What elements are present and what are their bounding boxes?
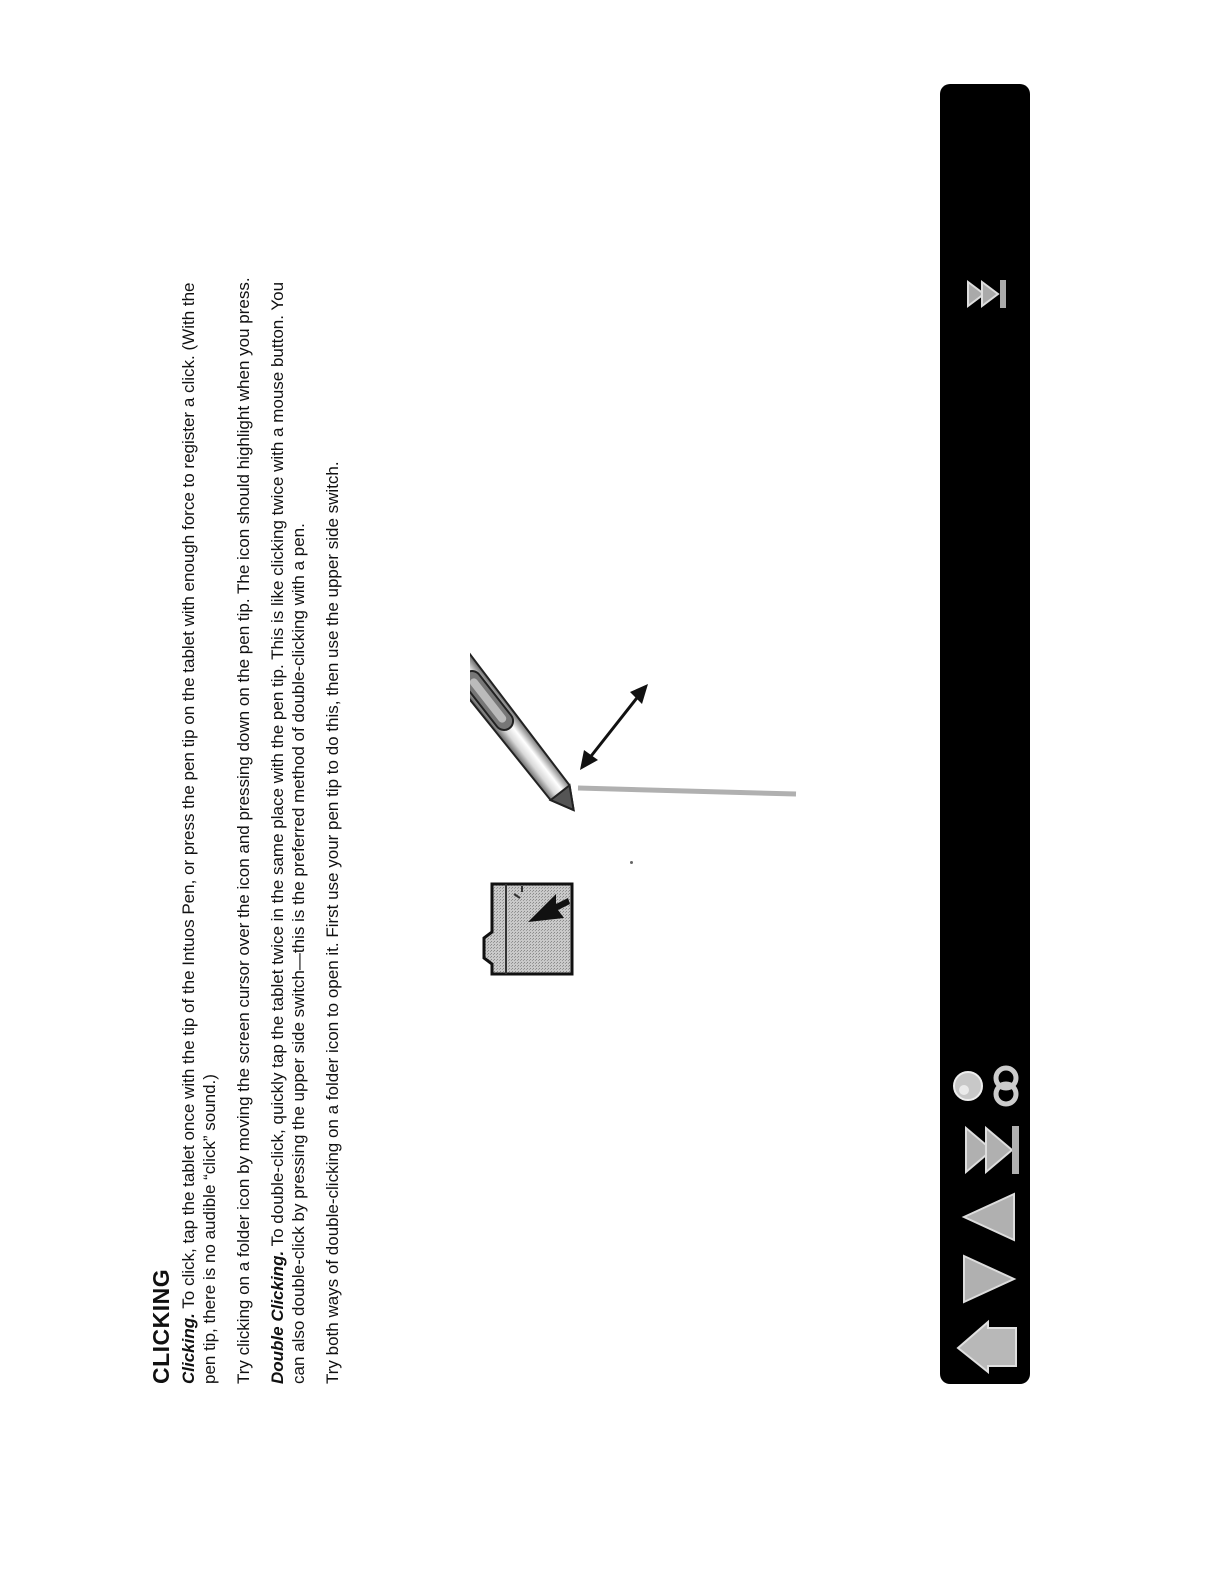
- home-icon[interactable]: [952, 1316, 1022, 1378]
- loop-icon[interactable]: [988, 1064, 1024, 1108]
- rewind-icon[interactable]: [952, 1120, 1022, 1180]
- paragraph-text: To click, tap the tablet once with the tip of the Intuos Pen, or press the pen tip on the tablet with enough force to register a click. (With the pen tip, there is no audible “click” sound.): [179, 282, 219, 1384]
- speck: [630, 861, 633, 864]
- sound-icon[interactable]: [950, 1064, 986, 1108]
- paragraph-double-clicking: [267, 274, 309, 1384]
- clicking-illustration: [470, 524, 800, 984]
- paragraph-lead: Clicking.: [179, 1313, 198, 1384]
- section-heading: CLICKING: [148, 1268, 174, 1384]
- double-arrow-icon: [580, 684, 648, 770]
- forward-arrow-icon[interactable]: [952, 1188, 1022, 1244]
- paragraph-text: Try both ways of double-clicking on a folder icon to open it. First use your pen tip to do this, then use the upper side switch.: [323, 461, 342, 1384]
- paragraph-clicking: [178, 274, 220, 1384]
- folder-icon: [484, 884, 572, 974]
- paragraph-try-clicking: [233, 274, 254, 1384]
- back-arrow-icon[interactable]: [952, 1250, 1022, 1306]
- eject-icon[interactable]: [960, 274, 1010, 314]
- paragraph-lead: Double Clicking.: [268, 1250, 287, 1384]
- pen-icon: [470, 553, 796, 820]
- paragraph-text: To double-click, quickly tap the tablet twice in the same place with the pen tip. This is like clicking twice with a mouse button. You can also double-click by pressing the upper side switch—this is the preferred method of double-clicking with a pen.: [268, 281, 308, 1384]
- paragraph-try-both: [322, 274, 343, 1384]
- paragraph-text: Try clicking on a folder icon by moving the screen cursor over the icon and pressing down on the pen tip. The icon should highlight when you press.: [234, 277, 253, 1384]
- clicking-section: [148, 274, 356, 1384]
- navigation-toolbar: [940, 84, 1030, 1384]
